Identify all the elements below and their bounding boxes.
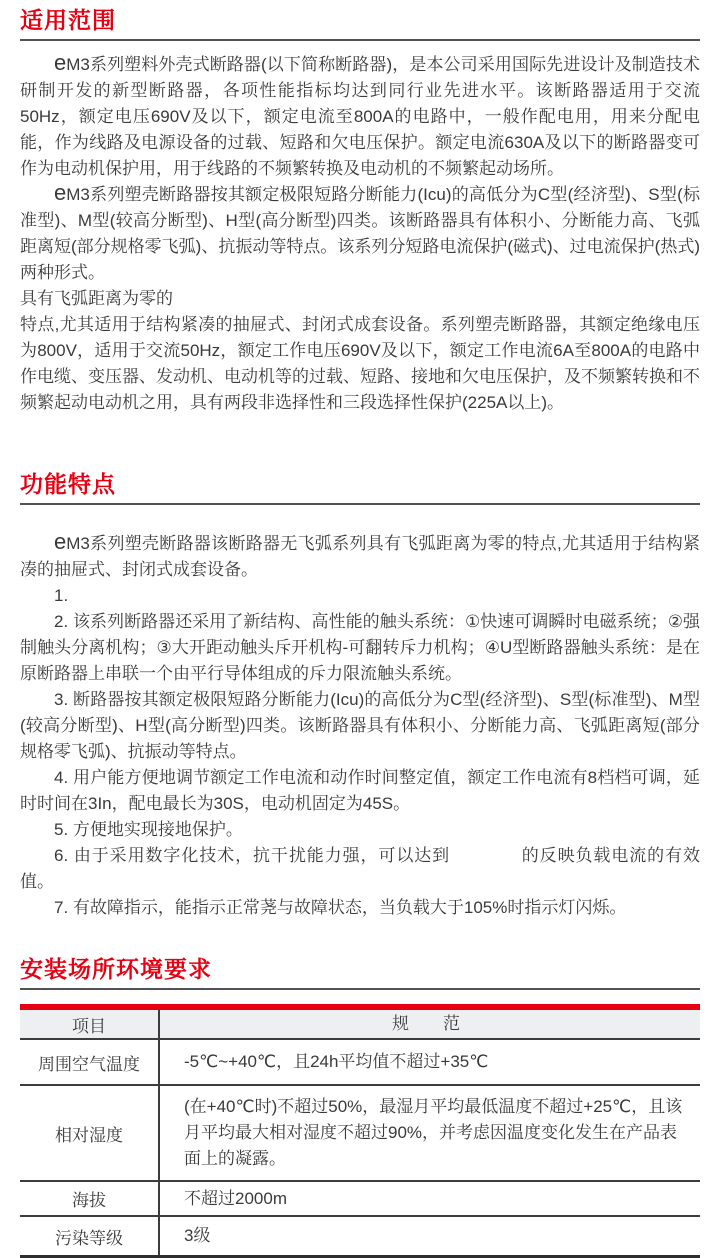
table-row [20, 1217, 700, 1258]
feature-item-7: 7. 有故障指示，能指示正常荛与故障状态，当负载大于105%时指示灯闪烁。 [54, 898, 627, 917]
feature-item-3: 3. 断路器按其额定极限短路分断能力(Icu)的高低分为C型(经济型)、S型(标准型)、M型(较高分断型)、H型(高分断型)四类。该断路器具有体积小、分断能力高、飞弧距离短(部分规格零飞弧)、抗振动等特点。 [20, 690, 700, 761]
section-environment [20, 955, 700, 1258]
scope-paragraph-2 [20, 182, 700, 286]
brand-e-mark: e [54, 180, 67, 205]
row-label: 周围空气温度 [20, 1040, 160, 1084]
row-spec: 不超过2000m [184, 1188, 287, 1208]
section-title-scope: 适用范围 [20, 6, 700, 41]
table-row [20, 1086, 700, 1182]
brand-e-mark: e [54, 50, 67, 75]
table-header-row [20, 1010, 700, 1040]
row-label: 海拔 [20, 1182, 160, 1215]
features-body [20, 531, 700, 921]
feature-item-6: 6. 由于采用数字化技术，抗干扰能力强，可以达到 的反映负载电流的有效值。 [20, 846, 700, 891]
table-header-item: 项目 [20, 1010, 160, 1038]
environment-table [20, 1004, 700, 1258]
section-features [20, 470, 700, 921]
table-row [20, 1040, 700, 1086]
scope-paragraph-3-lead: 具有飞弧距离为零的 [20, 289, 173, 308]
scope-paragraph-2-text: M3系列塑壳断路器按其额定极限短路分断能力(Icu)的高低分为C型(经济型)、S型(标准型)、M型(较高分断型)、H型(高分断型)四类。该断路器具有体积小、分断能力高、飞弧距离短(部分规格零飞弧)、抗振动等特点。该系列分短路电流保护(磁式)、过电流保护(热式)两种形式。 [20, 185, 700, 282]
scope-body [20, 52, 700, 416]
feature-item-1: 1. [54, 586, 69, 605]
row-spec: (在+40℃时)不超过50%，最湿月平均最低温度不超过+25℃，且该月平均最大相对湿度不超过90%，并考虑因温度变化发生在产品表面上的凝露。 [184, 1097, 683, 1168]
row-spec: -5℃~+40℃，且24h平均值不超过+35℃ [184, 1052, 489, 1071]
scope-paragraph-1 [20, 52, 700, 182]
table-row [20, 1182, 700, 1217]
row-label: 污染等级 [20, 1217, 160, 1255]
table-header-spec: 规 范 [392, 1014, 460, 1033]
section-title-environment: 安装场所环境要求 [20, 955, 700, 990]
features-intro-text: M3系列塑壳断路器该断路器无飞弧系列具有飞弧距离为零的特点,尤其适用于结构紧凑的抽屉式、封闭式成套设备。 [20, 534, 700, 579]
section-title-features: 功能特点 [20, 470, 700, 505]
feature-item-4: 4. 用户能方便地调节额定工作电流和动作时间整定值，额定工作电流有8档档可调，延时时间在3In，配电最长为30S，电动机固定为45S。 [20, 768, 700, 813]
section-scope [20, 6, 700, 416]
row-spec: 3级 [184, 1226, 211, 1245]
brand-e-mark: e [54, 529, 67, 554]
feature-item-2: 2. 该系列断路器还采用了新结构、高性能的触头系统：①快速可调瞬时电磁系统；②强制触头分离机构；③大开距动触头斥开机构-可翻转斥力机构；④U型断路器触头系统：是在原断路器上串联一个由平行导体组成的斥力限流触头系统。 [20, 612, 700, 683]
scope-paragraph-3: 特点,尤其适用于结构紧凑的抽屉式、封闭式成套设备。系列塑壳断路器，其额定绝缘电压为800V，适用于交流50Hz，额定工作电压690V及以下，额定工作电流6A至800A的电路中作电缆、变压器、发动机、电动机等的过载、短路、接地和欠电压保护，及不频繁转换和不频繁起动电动机之用，具有两段非选择性和三段选择性保护(225A以上)。 [20, 315, 700, 412]
row-label: 相对湿度 [20, 1086, 160, 1180]
scope-paragraph-1-text: M3系列塑料外壳式断路器(以下简称断路器)，是本公司采用国际先进设计及制造技术研制开发的新型断路器，各项性能指标均达到同行业先进水平。该断路器适用于交流50Hz，额定电压690V及以下，额定电流至800A的电路中，一般作配电用，用来分配电能，作为线路及电源设备的过载、短路和欠电压保护。额定电流630A及以下的断路器变可作为电动机保护用，用于线路的不频繁转换及电动机的不频繁起动场所。 [20, 55, 700, 178]
features-intro [20, 531, 700, 583]
feature-item-5: 5. 方便地实现接地保护。 [54, 820, 243, 839]
